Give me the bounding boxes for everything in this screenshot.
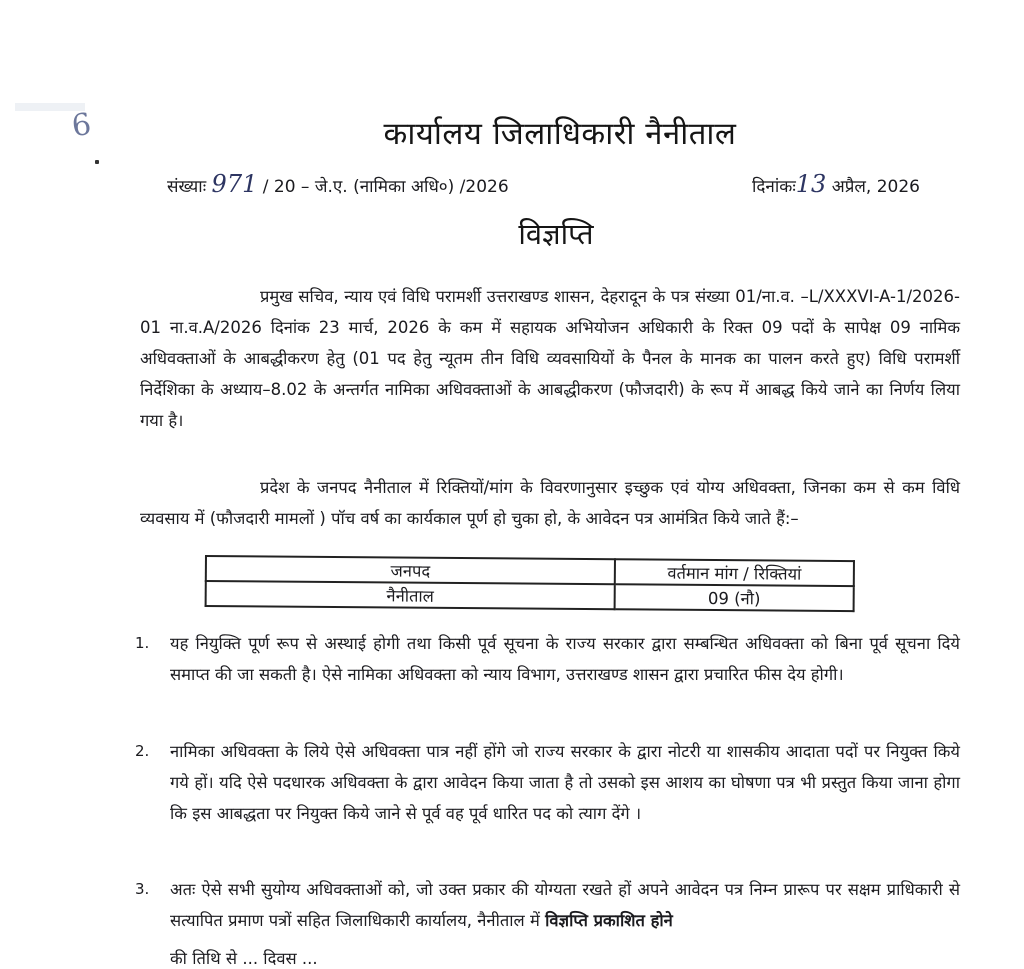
condition-number: 1. — [135, 634, 150, 652]
cell-vacancies: 09 (नौ) — [615, 584, 854, 611]
paragraph-applications-invited: प्रदेश के जनपद नैनीताल में रिक्तियों/मांग के विवरणानुसार इच्छुक एवं योग्य अधिवक्ता, जिनका कम से कम विधि व्यवसाय में (फौजदारी मामलों ) पॉच वर्ष का कार्यकाल पूर्ण हो चुका हो, के आवेदन पत्र आमंत्रित किये जाते हैं:– — [140, 477, 960, 528]
header-vacancies: वर्तमान मांग / रिक्तियां — [615, 559, 854, 586]
paragraph-reference-letter: प्रमुख सचिव, न्याय एवं विधि परामर्शी उत्तराखण्ड शासन, देहरादून के पत्र संख्या 01/ना.व. –L/XXXVI-A-1/2026-01 ना.व.A/2026 दिनांक 23 मार्च, 2026 के कम में सहायक अभियोजन अधिकारी के रिक्त 09 पदों के सापेक्ष 09 नामिक अधिवक्ताओं के आबद्धीकरण हेतु (01 पद हेतु न्यूतम तीन विधि व्यवसायियों के पैनल के मानक का पालन करते हुए) विधि परामर्शी निर्देशिका के अध्याय–8.02 के अन्तर्गत नामिका अधिवक्ताओं के आबद्धीकरण (फौजदारी) के रूप में आबद्ध किये जाने का निर्णय लिया गया है। — [140, 286, 960, 430]
condition-text: नामिका अधिवक्ता के लिये ऐसे अधिवक्ता पात्र नहीं होंगे जो राज्य सरकार के द्वारा नोटरी या शासकीय आदाता पदों पर नियुक्त किये गये हों। यदि ऐसे पदधारक अधिवक्ता के द्वारा आवेदन किया जाता है तो उसको इस आशय का घोषणा पत्र भी प्रस्तुत किया जाना होगा कि इस आबद्धता पर नियुक्त किये जाने से पूर्व वह पूर्व धारित पद को त्याग देंगे । — [170, 742, 960, 823]
date-suffix: अप्रैल, 2026 — [831, 177, 920, 197]
condition-2 — [135, 736, 960, 829]
notice-heading: विज्ञप्ति — [518, 217, 594, 251]
condition-text-bold: विज्ञप्ति प्रकाशित होने — [545, 911, 673, 930]
reference-suffix: / 20 – जे.ए. (नामिका अधि०) /2026 — [262, 177, 509, 197]
condition-number: 2. — [135, 742, 150, 760]
handwritten-date-day: 13 — [795, 170, 827, 198]
condition-1 — [135, 628, 960, 690]
table-row — [206, 581, 854, 611]
header-district: जनपद — [206, 556, 615, 584]
reference-number — [167, 170, 509, 198]
cell-district: नैनीताल — [206, 581, 615, 609]
condition-text: अतः ऐसे सभी सुयोग्य अधिवक्ताओं को, जो उक्त प्रकार की योग्यता रखते हों अपने आवेदन पत्र निम्न प्रारूप पर सक्षम प्राधिकारी से सत्यापित प्रमाण पत्रों सहित जिलाधिकारी कार्यालय, नैनीताल में — [170, 880, 960, 930]
condition-number: 3. — [135, 880, 150, 898]
office-title: कार्यालय जिलाधिकारी नैनीताल — [383, 116, 737, 152]
cut-off-line: की तिथि से ... दिवस ... — [170, 949, 318, 968]
handwritten-margin-mark: 6 — [69, 106, 94, 145]
date-prefix: दिनांकः — [752, 177, 796, 197]
reference-prefix: संख्याः — [167, 177, 207, 197]
condition-3 — [135, 874, 960, 936]
vacancy-table — [205, 555, 855, 612]
condition-text: यह नियुक्ति पूर्ण रूप से अस्थाई होगी तथा किसी पूर्व सूचना के राज्य सरकार द्वारा सम्बन्धित अधिवक्ता को बिना पूर्व सूचना दिये समाप्त की जा सकती है। ऐसे नामिका अधिवक्ता को न्याय विभाग, उत्तराखण्ड शासन द्वारा प्रचारित फीस देय होगी। — [170, 634, 960, 684]
handwritten-reference-number: 971 — [211, 170, 258, 198]
document-date — [752, 170, 920, 198]
margin-dot — [95, 160, 99, 164]
